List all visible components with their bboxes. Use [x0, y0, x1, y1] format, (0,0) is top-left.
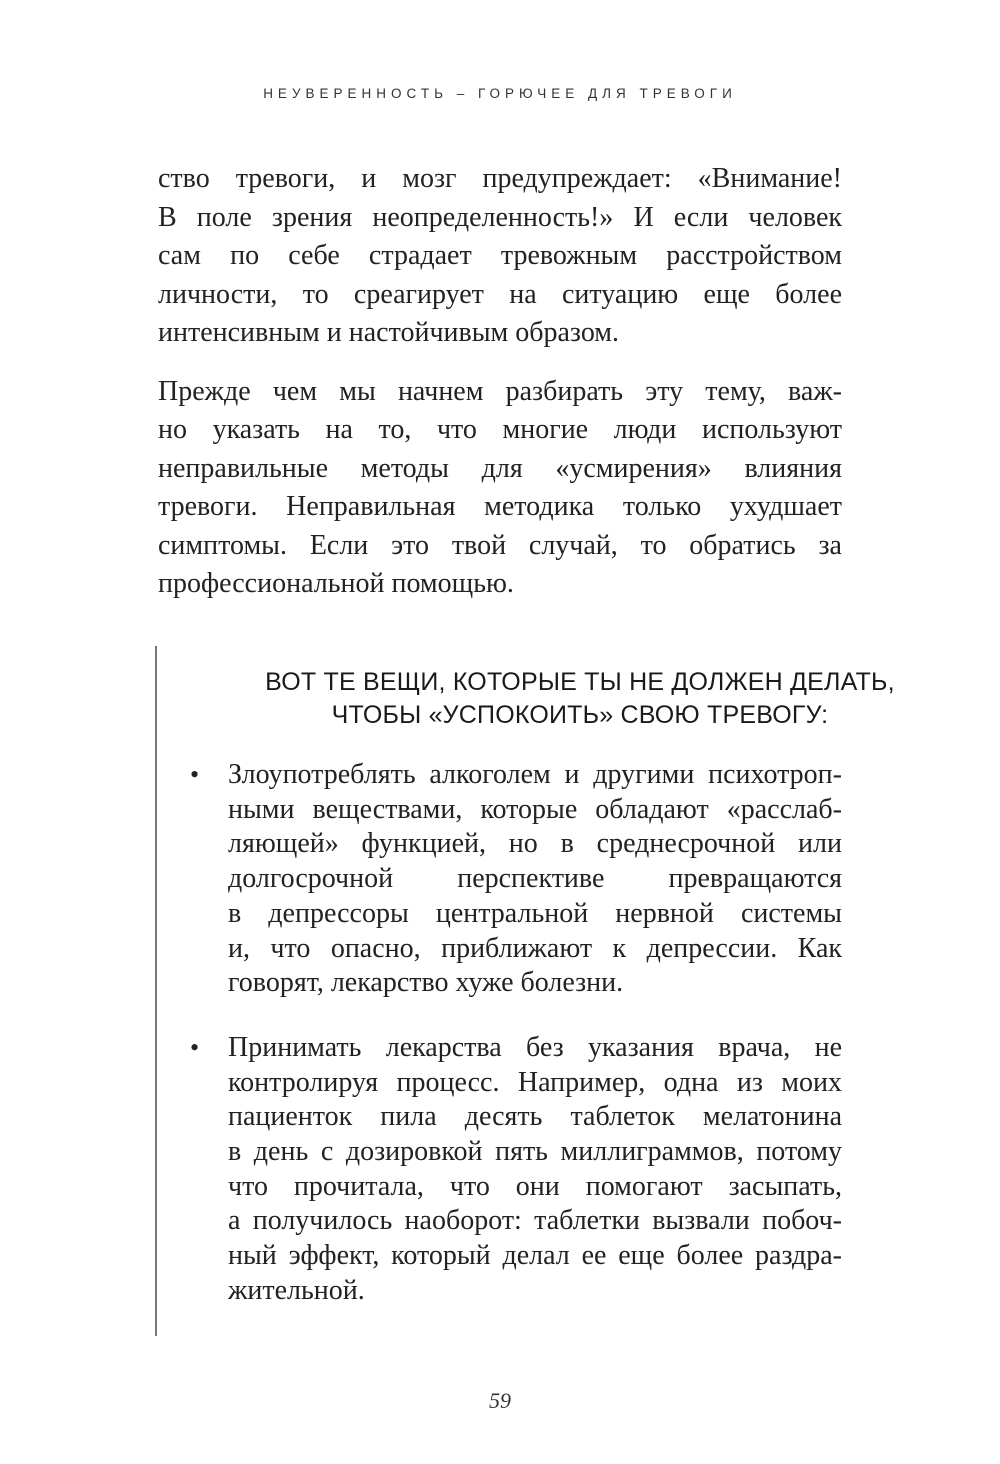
text-line: симптомы. Если это твой случай, то обратись за: [158, 529, 842, 561]
text-line: говорят, лекарство хуже болезни.: [228, 967, 624, 999]
text-line: личности, то среагирует на ситуацию еще более: [158, 278, 842, 310]
text-line: жительной.: [228, 1274, 365, 1306]
text-line: пациенток пила десять таблеток мелатонина: [228, 1101, 842, 1133]
text-line: ный эффект, который делал ее еще более раздра-: [228, 1240, 842, 1272]
text-line: В поле зрения неопределенность!» И если человек: [158, 201, 842, 233]
text-line: контролируя процесс. Например, одна из моих: [228, 1066, 842, 1098]
text-line: ными веществами, которые обладают «расслаб-: [228, 793, 842, 825]
list-item: [190, 1031, 842, 1309]
main-text: [158, 160, 842, 604]
text-line: Прежде чем мы начнем разбирать эту тему, важ-: [158, 375, 842, 407]
text-line: а получилось наоборот: таблетки вызвали побоч-: [228, 1205, 842, 1237]
text-line: Принимать лекарства без указания врача, не: [228, 1031, 842, 1063]
text-line: профессиональной помощью.: [158, 568, 514, 599]
page-number: 59: [489, 1388, 511, 1413]
text-line: неправильные методы для «усмирения» влияния: [158, 452, 842, 484]
text-line: в депрессоры центральной нервной системы: [228, 897, 842, 929]
text-line: что прочитала, что они помогают засыпать,: [228, 1170, 842, 1202]
text-line: ство тревоги, и мозг предупреждает: «Внимание!: [158, 163, 842, 194]
text-line: сам по себе страдает тревожным расстройством: [158, 240, 842, 271]
list-item: [190, 758, 842, 1001]
text-line: интенсивным и настойчивым образом.: [158, 317, 620, 348]
running-header: НЕУВЕРЕННОСТЬ – ГОРЮЧЕЕ ДЛЯ ТРЕВОГИ: [263, 86, 737, 101]
bullet-icon: •: [190, 1032, 200, 1062]
bullet-icon: •: [190, 760, 200, 789]
text-line: и, что опасно, приближают к депрессии. Как: [228, 932, 842, 964]
box-title: [160, 666, 1000, 732]
text-line: долгосрочной перспективе превращаются: [228, 863, 842, 895]
text-line: Злоупотреблять алкоголем и другими психотроп-: [228, 759, 842, 790]
bullet-list: [190, 758, 842, 1309]
text-line: в день с дозировкой пять миллиграммов, потому: [228, 1136, 842, 1168]
paragraph-2: [158, 373, 842, 604]
text-line: тревоги. Неправильная методика только ухудшает: [158, 491, 842, 522]
text-line: но указать на то, что многие люди используют: [158, 414, 842, 445]
text-line: ляющей» функцией, но в среднесрочной или: [228, 828, 842, 860]
box-title-line-1: ВОТ ТЕ ВЕЩИ, КОТОРЫЕ ТЫ НЕ ДОЛЖЕН ДЕЛАТЬ,: [265, 668, 895, 696]
paragraph-1: [158, 160, 842, 353]
sidebar-rule: [155, 646, 157, 1336]
box-title-line-2: ЧТОБЫ «УСПОКОИТЬ» СВОЮ ТРЕВОГУ:: [331, 701, 829, 729]
